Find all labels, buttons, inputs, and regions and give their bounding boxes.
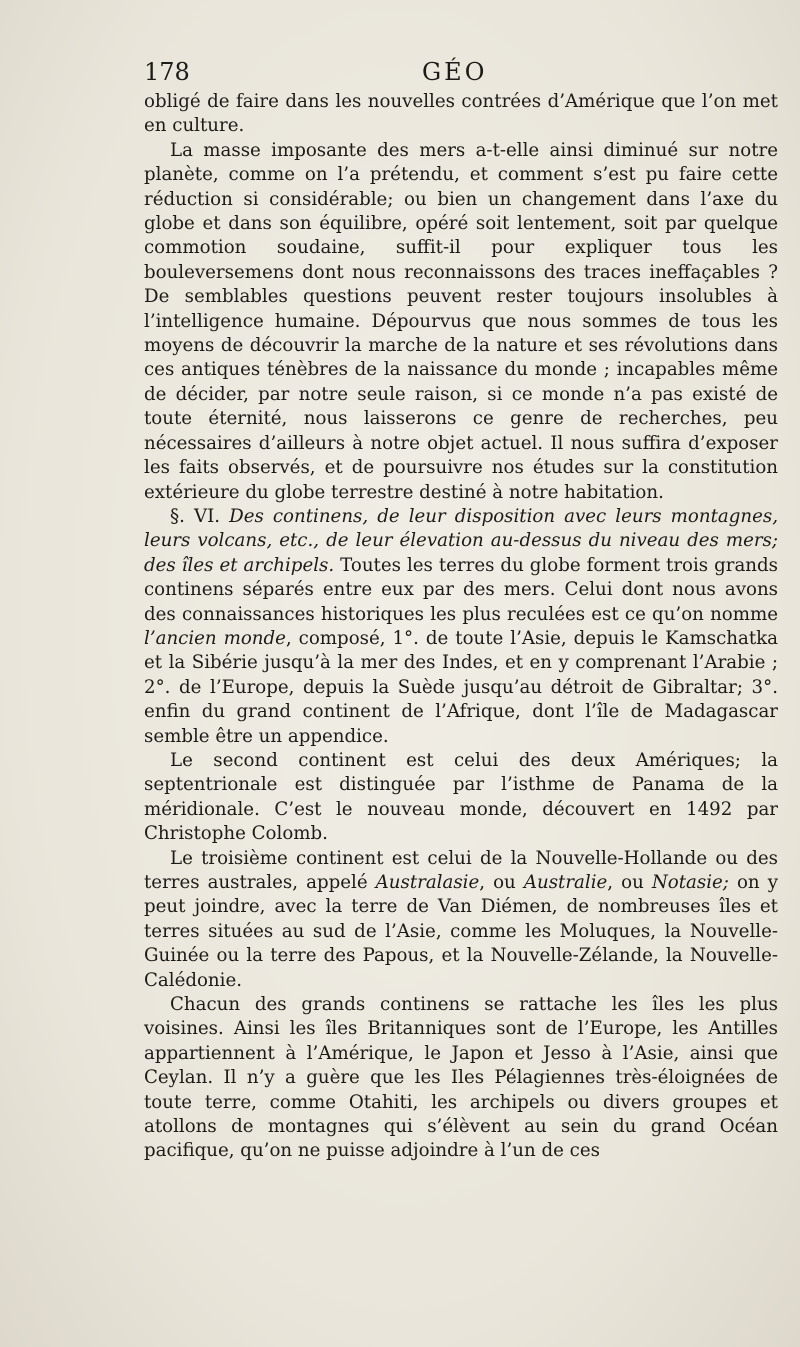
paragraph-text: , composé, 1°. de toute l’Asie, depuis le Kamschatka et la Sibérie jusqu’à la mer des Indes, et en y comprenant l’Arabie ; 2°. de l’Europe, depuis la Suède jusqu’au détroit de Gibraltar; 3°. enfin du grand continent de l’Afrique, dont l’île de Madagascar semble être un appendice. [144,627,778,747]
paragraph-text: Le troisième continent est celui de la Nouvelle-Hollande ou des terres australes, appelé [144,847,778,893]
page-number: 178 [144,58,190,86]
italic-term: Australie [523,872,608,893]
paragraph-text: Le second continent est celui des deux Amériques; la septentrionale est distinguée par l’isthme de Panama de la méridionale. C’est le nouveau monde, découvert en 1492 par Christophe Colomb. [144,749,778,845]
paragraph-text: Chacun des grands continens se rattache les îles les plus voisines. Ainsi les îles Britanniques sont de l’Europe, les Antilles appartiennent à l’Amérique, le Japon et Jesso à l’Asie, ainsi que Ceylan. Il n’y a guère que les Iles Pélagiennes très-éloignées de toute terre, comme Otahiti, les archipels ou divers groupes et atollons de montagnes qui s’élèvent au sein du grand Océan pacifique, qu’on ne puisse adjoindre à l’un de ces [144,994,778,1162]
paragraph-text: obligé de faire dans les nouvelles contrées d’Amérique que l’on met en culture. [144,91,778,137]
paragraph-seas [144,139,778,505]
section-mark: §. VI. [170,505,221,527]
paragraph-text: La masse imposante des mers a-t-elle ainsi diminué sur notre planète, comme on l’a prétendu, et comment s’est pu faire cette réduction si considérable; ou bien un changement dans l’axe du globe et dans son équilibre, opéré soit lentement, soit par quelque commotion soudaine, suffit-il pour expliquer tous les bouleversemens dont nous reconnaissons des traces ineffaçables ? De semblables questions peuvent rester toujours insolubles à l’intelligence humaine. Dépourvus que nous sommes de tous les moyens de découvrir la marche de la nature et ses révolutions dans ces antiques ténèbres de la naissance du monde ; incapables même de décider, par notre seule raison, si ce monde n’a pas existé de toute éternité, nous laisserons ce genre de recherches, peu nécessaires d’ailleurs à notre objet actuel. Il nous suffira d’exposer les faits observés, et de poursuivre nos études sur la constitution extérieure du globe terrestre destiné à notre habitation. [144,139,778,503]
paragraph-continuation [144,90,778,139]
page-body [144,90,778,1164]
running-head: GÉO [422,58,488,86]
paragraph-text: on y peut joindre, avec la terre de Van Diémen, de nombreuses îles et terres situées au sud de l’Asie, comme les Moluques, la Nouvelle-Guinée ou la terre des Papous, et la Nouvelle-Zélande, la Nouvelle-Calédonie. [144,872,778,991]
page-header [144,58,774,92]
italic-term: l’ancien monde [144,627,286,649]
paragraph-islands [144,993,778,1164]
section-vi-paragraph [144,505,778,749]
italic-term: Australasie [375,872,480,893]
paragraph-second-continent [144,749,778,847]
paragraph-text: , ou [607,872,652,893]
paragraph-text: , ou [479,872,524,893]
paragraph-text: Toutes les terres du globe forment trois grands continens séparés entre eux par des mers. Celui dont nous avons des connaissances historiques les plus reculées est ce qu’on nomme [144,554,778,625]
italic-term: Notasie; [651,872,729,893]
paragraph-third-continent [144,847,778,993]
section-heading: Des continens, de leur disposition avec leurs montagnes, leurs volcans, etc., de leur élevation au-dessus du niveau des mers; des îles et archipels. [144,505,778,576]
